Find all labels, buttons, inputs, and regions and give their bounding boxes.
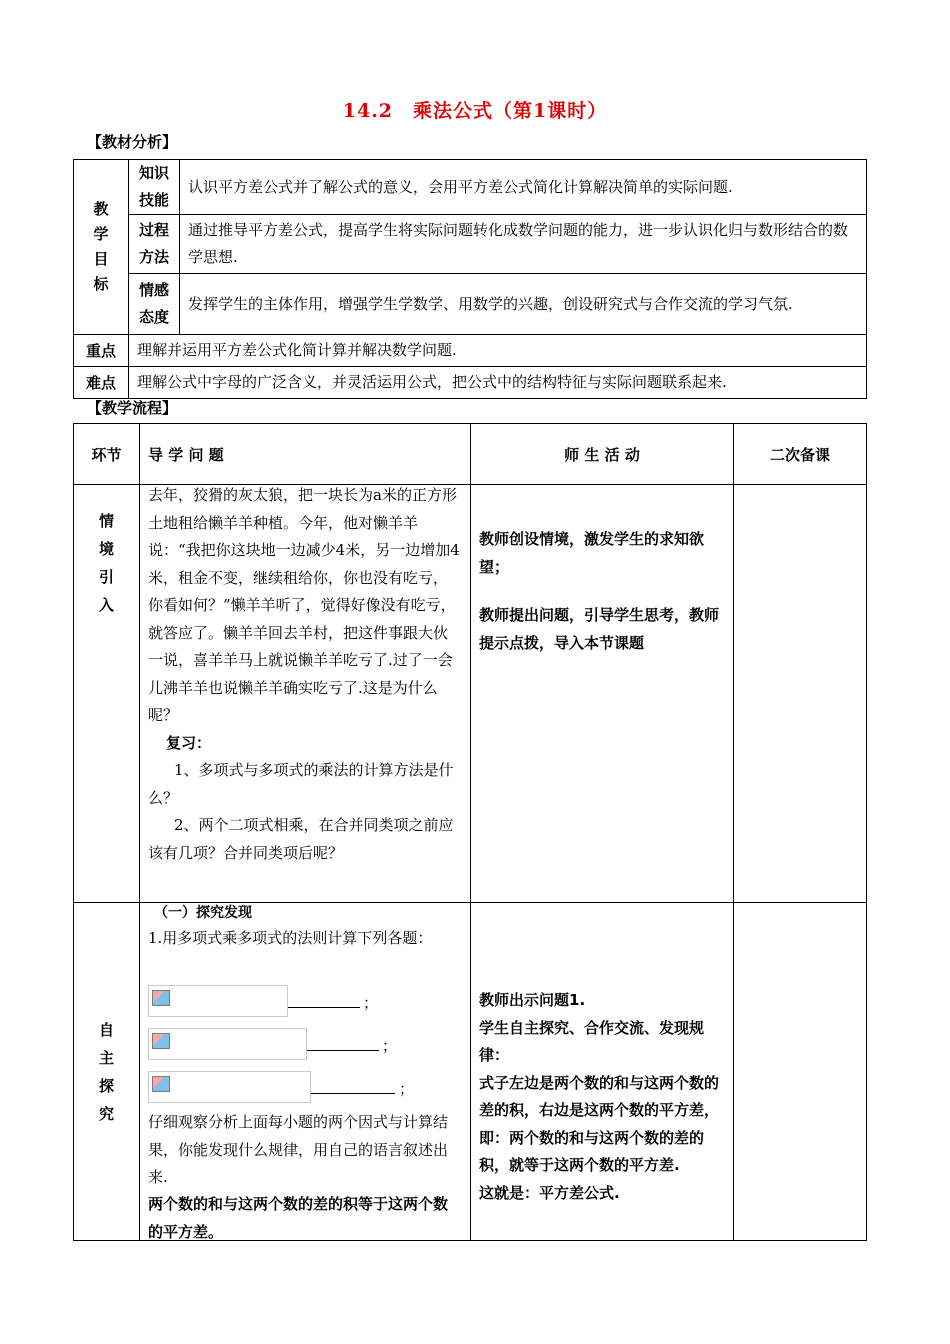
row1-story: 去年，狡猾的灰太狼，把一块长为a米的正方形土地租给懒羊羊种植。今年，他对懒羊羊说：“我把你这块地一边减少4米，另一边增加4米，租金不变，继续租给你，你也没有吃亏，你看如何？”懒羊羊听了，觉得好像没有吃亏，就答应了。懒羊羊回去羊村，把这件事跟大伙一说，喜羊羊马上就说懒羊羊吃亏了.过了一会儿沸羊羊也说懒羊羊确实吃亏了.这是为什么呢？	[148, 486, 460, 724]
semicolon-2: ；	[382, 1037, 398, 1055]
key-text: 理解并运用平方差公式化简计算并解决数学问题.	[129, 335, 867, 367]
row2-notes	[734, 903, 867, 1241]
analysis-table	[73, 159, 867, 399]
row2-activity-1: 教师出示问题1.	[479, 991, 586, 1009]
image-icon	[152, 1033, 170, 1049]
goal-text-process: 通过推导平方差公式，提高学生将实际问题转化成数学问题的能力，进一步认识化归与数形结合的数学思想.	[180, 215, 867, 274]
review-question-2: 2、两个二项式相乘，在合并同类项之前应该有几项？合并同类项后呢？	[148, 816, 454, 862]
formula-image-2	[148, 1028, 307, 1060]
answer-blank-2	[307, 1050, 379, 1051]
key-label: 重点	[74, 335, 129, 367]
row1-guide	[140, 485, 471, 903]
row1-activity	[471, 485, 734, 903]
row2-guide	[140, 903, 471, 1241]
header-guide: 导 学 问 题	[140, 424, 471, 485]
image-icon	[152, 1076, 170, 1092]
difficulty-text: 理解公式中字母的广泛含义，并灵活运用公式，把公式中的结构特征与实际问题联系起来.	[129, 367, 867, 399]
conclusion-text: 两个数的和与这两个数的差的积等于这两个数的平方差。	[148, 1195, 449, 1241]
explore-heading: （一）探究发现	[154, 905, 252, 921]
row2-activity	[471, 903, 734, 1241]
flow-heading: 【教学流程】	[87, 399, 178, 417]
row2-activity-5: 这就是：平方差公式.	[479, 1183, 620, 1202]
row1-activity-1: 教师创设情境，激发学生的求知欲望；	[479, 530, 705, 576]
formula-image-3	[148, 1071, 311, 1103]
row1-activity-2: 教师提出问题，引导学生思考，教师提示点拨，导入本节课题	[479, 606, 720, 652]
goal-label-knowledge: 知识技能	[138, 164, 169, 209]
review-question-1: 1、多项式与多项式的乘法的计算方法是什么？	[148, 761, 454, 807]
formula-image-1	[148, 985, 288, 1017]
row2-activity-3: 式子左边是两个数的和与这两个数的差的积，右边是这两个数的平方差，	[479, 1073, 720, 1119]
row1-notes	[734, 485, 867, 903]
image-icon	[152, 990, 170, 1006]
flow-table	[73, 423, 867, 1241]
row2-label: 自主探究	[74, 903, 140, 1241]
answer-blank-1	[288, 1007, 360, 1008]
semicolon-1: ；	[363, 994, 379, 1012]
row2-activity-2: 学生自主探究、合作交流、发现规律：	[479, 1018, 705, 1064]
row2-activity-4: 即：两个数的和与这两个数的差的积，就等于这两个数的平方差.	[479, 1128, 705, 1174]
answer-blank-3	[311, 1093, 395, 1094]
header-notes: 二次备课	[734, 424, 867, 485]
goal-label-emotion: 情感态度	[138, 281, 169, 326]
question-1: 1.用多项式乘多项式的法则计算下列各题：	[148, 929, 433, 947]
page-title: 14.2 乘法公式（第1课时）	[342, 100, 608, 122]
goal-label: 教学目标	[74, 160, 129, 335]
semicolon-3: ；	[399, 1080, 415, 1098]
observe-text: 仔细观察分析上面每小题的两个因式与计算结果，你能发现什么规律，用自己的语言叙述出来.	[148, 1113, 449, 1186]
goal-text-knowledge: 认识平方差公式并了解公式的意义，会用平方差公式简化计算解决简单的实际问题.	[180, 160, 867, 215]
header-activity: 师 生 活 动	[471, 424, 734, 485]
goal-text-emotion: 发挥学生的主体作用，增强学生学数学、用数学的兴趣，创设研究式与合作交流的学习气氛.	[180, 274, 867, 335]
difficulty-label: 难点	[74, 367, 129, 399]
analysis-heading: 【教材分析】	[87, 133, 178, 151]
goal-label-process: 过程方法	[138, 221, 169, 266]
review-label: 复习：	[166, 733, 212, 752]
header-section: 环节	[74, 424, 140, 485]
row1-label: 情境引入	[74, 485, 140, 903]
